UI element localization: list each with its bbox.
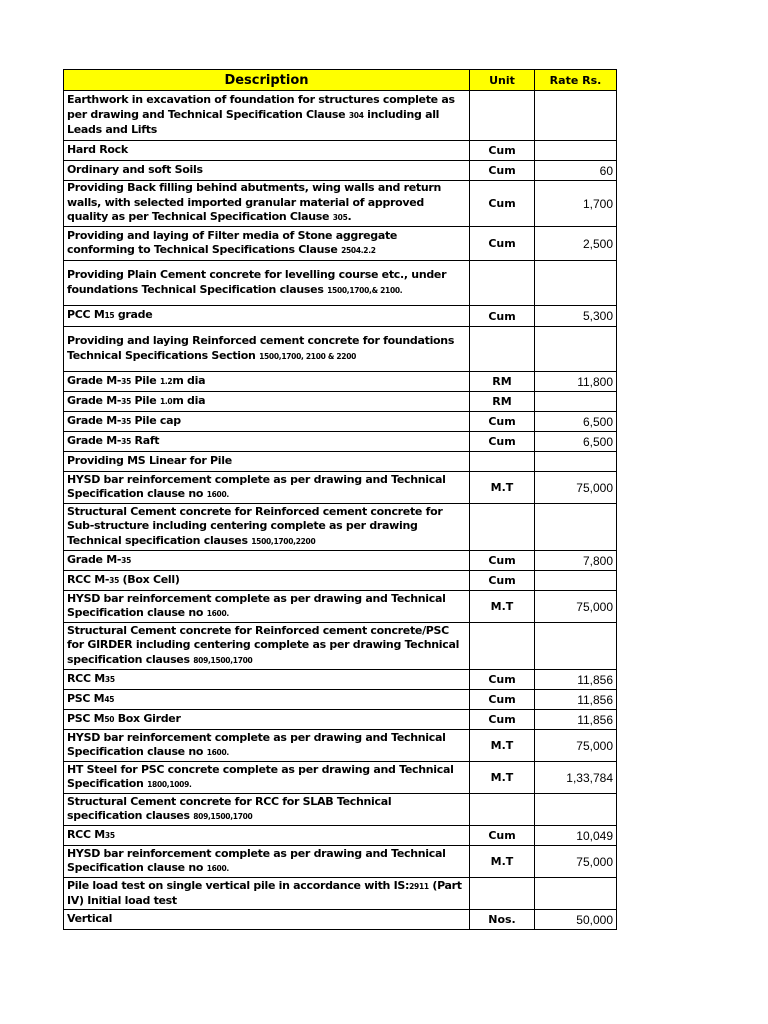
row-rate: 50,000 [535,910,617,930]
row-unit [470,794,535,826]
row-description [64,392,470,412]
small-text: 304 [348,110,364,120]
small-text: 305 [332,213,348,223]
row-rate [535,452,617,472]
small-text: 15 [104,311,115,321]
text: Pile load test on single vertical pile in accordance with IS: [67,878,410,892]
small-text: 809,1500,1700 [193,655,253,665]
small-text: 1500,1700,2200 [251,536,316,546]
row-rate: 75,000 [535,591,617,623]
header-row [64,70,617,91]
table-row [64,181,617,227]
table-row [64,327,617,372]
table-row [64,141,617,161]
table-row [64,670,617,690]
row-description [64,141,470,161]
small-text: 50 [104,714,115,724]
text: Grade M- [67,433,122,447]
table-row [64,412,617,432]
text: Box Girder [114,711,181,725]
row-description [64,227,470,261]
row-description [64,432,470,452]
table-row [64,372,617,392]
text: Providing and laying of Filter media of Stone aggregate conforming to Technical Specifications Clause [67,228,398,256]
text: HYSD bar reinforcement complete as per drawing and Technical Specification clause no [67,472,446,500]
row-unit: M.T [470,591,535,623]
text: Ordinary and soft Soils [67,163,203,177]
row-unit: Cum [470,670,535,690]
text: PSC M [67,691,105,705]
text: HYSD bar reinforcement complete as per drawing and Technical Specification clause no [67,730,446,758]
small-text: 2911 [409,881,429,891]
table-row [64,306,617,327]
text: HYSD bar reinforcement complete as per drawing and Technical Specification clause no [67,591,446,619]
row-unit: Cum [470,161,535,181]
text: Grade M- [67,413,122,427]
text: Grade M- [67,373,122,387]
row-rate: 75,000 [535,472,617,504]
small-text: 35 [104,830,115,840]
small-text: 35 [121,416,131,426]
small-text: 1500,1700, 2100 & 2200 [259,351,357,361]
table-row [64,452,617,472]
small-text: 35 [121,376,131,386]
row-unit: M.T [470,846,535,878]
row-rate: 11,800 [535,372,617,392]
row-description [64,372,470,392]
small-text: 1.0 [159,396,173,406]
text: Pile [131,393,160,407]
table-row [64,591,617,623]
row-rate [535,623,617,670]
row-unit [470,261,535,306]
table-row [64,227,617,261]
text: Hard Rock [67,143,128,157]
table-row [64,910,617,930]
text: HT Steel for PSC concrete complete as per drawing and Technical Specification [67,762,454,790]
row-description [64,690,470,710]
row-unit: Cum [470,412,535,432]
text: Grade M- [67,393,122,407]
text: Earthwork in excavation of foundation for structures complete as per drawing and Technical Specification Clause [67,93,455,121]
row-unit: RM [470,372,535,392]
row-rate: 75,000 [535,846,617,878]
row-rate: 5,300 [535,306,617,327]
rate-table-body [64,70,617,930]
table-row [64,730,617,762]
row-rate: 6,500 [535,432,617,452]
row-rate [535,878,617,910]
row-description [64,846,470,878]
row-rate [535,91,617,141]
table-row [64,504,617,551]
row-unit [470,327,535,372]
table-row [64,432,617,452]
row-rate [535,794,617,826]
row-description [64,730,470,762]
text: grade [114,308,153,322]
row-rate: 7,800 [535,551,617,571]
text: Pile cap [131,413,181,427]
row-description [64,181,470,227]
row-unit: M.T [470,762,535,794]
row-unit [470,452,535,472]
row-rate: 11,856 [535,710,617,730]
text: Structural Cement concrete for Reinforced cement concrete/PSC for GIRDER including centering complete as per drawing Technical specification clauses [67,623,460,666]
row-description [64,306,470,327]
small-text: 1800,1009. [147,780,192,789]
row-description [64,327,470,372]
small-text: 35 [121,436,131,446]
row-description [64,670,470,690]
small-text: 45 [104,694,115,704]
table-row [64,710,617,730]
text: Providing Plain Cement concrete for levelling course etc., under foundations Technical Specification clauses [67,268,447,296]
row-description [64,910,470,930]
text: Providing and laying Reinforced cement concrete for foundations Technical Specifications Section [67,334,455,362]
row-description [64,878,470,910]
small-text: 1600. [206,609,229,618]
row-description [64,794,470,826]
text: RCC M [67,827,105,841]
header-description: Description [64,70,470,91]
text: including all Leads and Lifts [67,107,440,137]
row-unit [470,91,535,141]
table-row [64,161,617,181]
row-rate [535,327,617,372]
row-description [64,762,470,794]
text: RCC M [67,671,105,685]
row-unit: Cum [470,141,535,161]
row-description [64,710,470,730]
small-text: 1600. [206,864,229,873]
text: . [347,210,352,224]
row-rate [535,392,617,412]
table-row [64,571,617,591]
row-unit: Cum [470,571,535,591]
row-unit [470,878,535,910]
text: PSC M [67,711,105,725]
row-unit: RM [470,392,535,412]
table-row [64,472,617,504]
row-rate: 6,500 [535,412,617,432]
row-rate [535,571,617,591]
row-description [64,452,470,472]
table-row [64,551,617,571]
small-text: 1500,1700,& 2100. [327,285,403,295]
text: Raft [131,433,160,447]
row-rate: 11,856 [535,690,617,710]
row-description [64,551,470,571]
text: Providing MS Linear for Pile [67,454,232,468]
header-unit: Unit [470,70,535,91]
row-description [64,826,470,846]
text: Vertical [67,912,113,926]
text: m dia [172,393,206,407]
row-unit: Cum [470,710,535,730]
text: PCC M [67,308,105,322]
small-text: 1600. [206,490,229,499]
text: RCC M- [67,572,110,586]
row-description [64,472,470,504]
row-description [64,571,470,591]
row-rate [535,504,617,551]
row-unit: Cum [470,551,535,571]
row-rate: 75,000 [535,730,617,762]
table-row [64,623,617,670]
text: Structural Cement concrete for Reinforced cement concrete for Sub-structure including centering complete as per drawing Technical specification clauses [67,504,443,547]
row-unit: Cum [470,826,535,846]
row-rate [535,261,617,306]
small-text: 35 [121,396,131,406]
table-row [64,392,617,412]
table-row [64,762,617,794]
rate-table [63,69,617,930]
row-unit: Cum [470,432,535,452]
text: HYSD bar reinforcement complete as per drawing and Technical Specification clause no [67,846,446,874]
small-text: 809,1500,1700 [193,812,253,821]
row-rate: 1,33,784 [535,762,617,794]
table-row [64,846,617,878]
row-description [64,504,470,551]
row-unit [470,504,535,551]
text: Grade M- [67,552,122,566]
row-description [64,623,470,670]
text: Providing Back filling behind abutments, wing walls and return walls, with selected imported granular material of approved quality as per Technical Specification Clause [67,181,442,224]
row-unit: Cum [470,306,535,327]
small-text: 1.2 [159,376,173,386]
small-text: 2504.2.2 [341,246,376,255]
table-row [64,826,617,846]
small-text: 35 [104,674,115,684]
row-unit: Nos. [470,910,535,930]
text: (Part IV) Initial load test [67,878,462,907]
table-row [64,690,617,710]
text: m dia [172,373,206,387]
row-unit: Cum [470,690,535,710]
table-row [64,91,617,141]
row-description [64,261,470,306]
small-text: 35 [109,575,120,585]
text: Structural Cement concrete for RCC for SLAB Technical specification clauses [67,794,392,822]
row-description [64,412,470,432]
small-text: 35 [121,555,131,565]
row-unit: M.T [470,472,535,504]
row-unit [470,623,535,670]
table-row [64,261,617,306]
row-description [64,161,470,181]
table-row [64,878,617,910]
small-text: 1600. [206,748,229,757]
row-rate: 11,856 [535,670,617,690]
table-row [64,794,617,826]
row-rate: 60 [535,161,617,181]
row-rate: 1,700 [535,181,617,227]
row-rate: 10,049 [535,826,617,846]
text: Pile [131,373,160,387]
row-rate [535,141,617,161]
row-unit: Cum [470,227,535,261]
row-description [64,591,470,623]
header-rate: Rate Rs. [535,70,617,91]
text: (Box Cell) [119,572,180,586]
row-unit: Cum [470,181,535,227]
row-rate: 2,500 [535,227,617,261]
row-description [64,91,470,141]
row-unit: M.T [470,730,535,762]
